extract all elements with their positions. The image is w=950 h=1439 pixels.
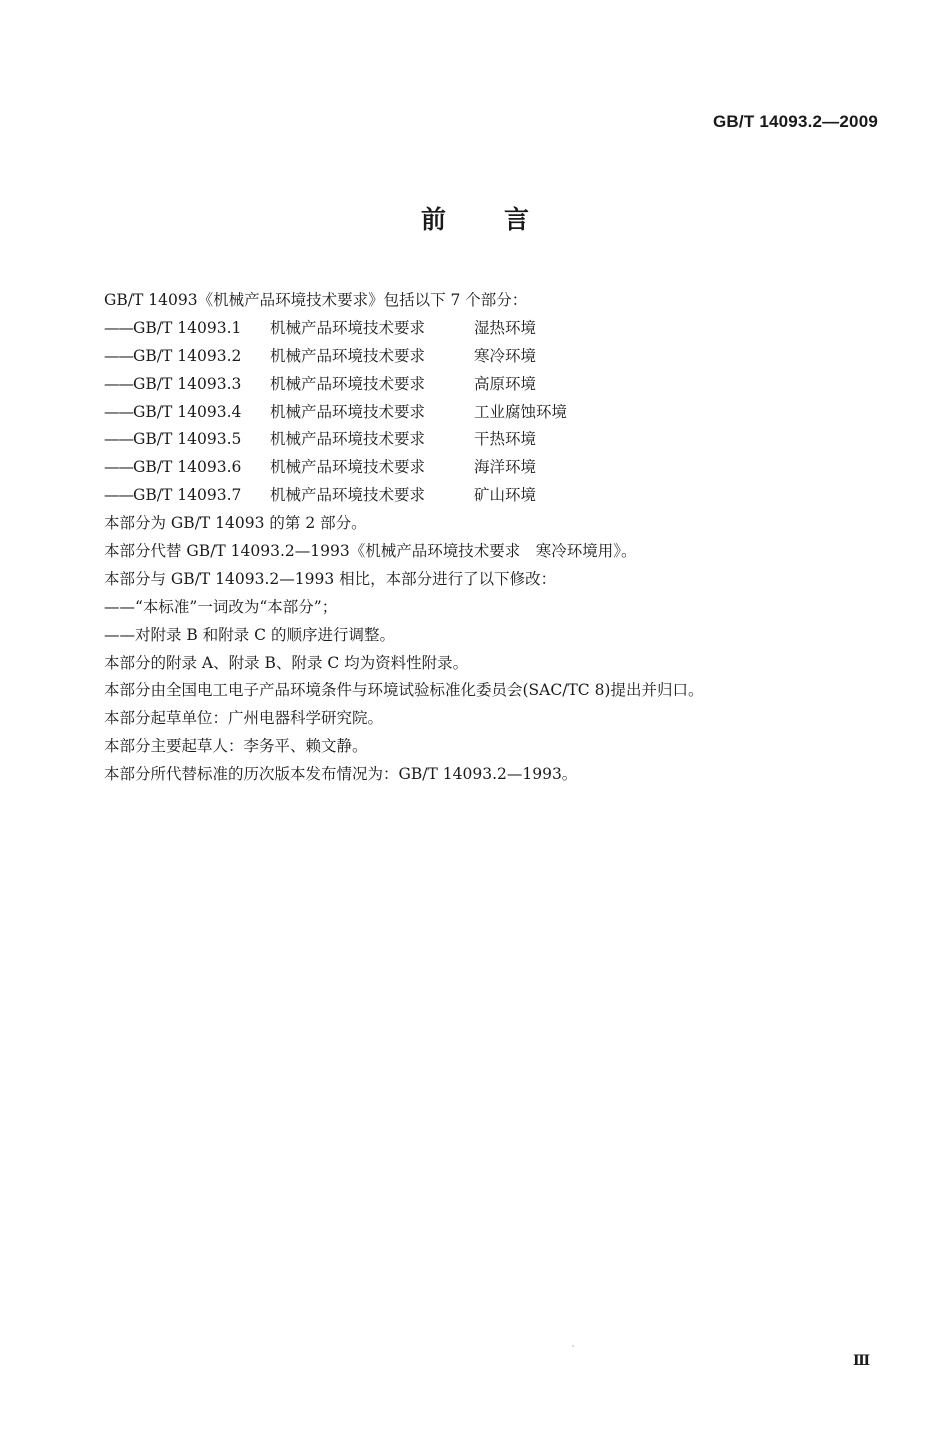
page-title [0, 200, 950, 236]
history-paragraph: 本部分所代替标准的历次版本发布情况为：GB/T 14093.2—1993。 [104, 765, 578, 784]
standard-code-header: GB/T 14093.2—2009 [713, 112, 878, 131]
part-title: 机械产品环境技术要求 [270, 346, 426, 365]
intro-paragraph: GB/T 14093《机械产品环境技术要求》包括以下 7 个部分： [104, 291, 528, 309]
foreword-body [104, 287, 884, 789]
part-title: 机械产品环境技术要求 [270, 374, 426, 393]
list-dash: —— [104, 430, 133, 449]
part-code: GB/T 14093.5 [133, 430, 242, 449]
list-dash: —— [104, 346, 133, 365]
drafting-unit-paragraph: 本部分起草单位：广州电器科学研究院。 [104, 709, 384, 728]
scan-speck [572, 1345, 574, 1347]
part-list-item [104, 426, 884, 454]
replacement-paragraph: 本部分代替 GB/T 14093.2—1993《机械产品环境技术要求 寒冷环境用》。 [104, 542, 637, 561]
part-title: 机械产品环境技术要求 [270, 318, 426, 337]
annex-paragraph: 本部分的附录 A、附录 B、附录 C 均为资料性附录。 [104, 653, 469, 672]
list-dash: —— [104, 318, 133, 337]
changes-intro-paragraph: 本部分与 GB/T 14093.2—1993 相比，本部分进行了以下修改： [104, 569, 557, 588]
list-dash: —— [104, 374, 133, 393]
part-title: 机械产品环境技术要求 [270, 458, 426, 477]
change-item-1: ——“本标准”一词改为“本部分”； [104, 597, 338, 616]
part-list-item [104, 399, 884, 427]
part-environment: 工业腐蚀环境 [474, 402, 568, 421]
part-code: GB/T 14093.1 [133, 318, 242, 337]
part-code: GB/T 14093.4 [133, 402, 242, 421]
part-code: GB/T 14093.3 [133, 374, 242, 393]
list-dash: —— [104, 486, 133, 505]
part-list-item [104, 343, 884, 371]
part-environment: 湿热环境 [474, 318, 537, 337]
part-number-paragraph: 本部分为 GB/T 14093 的第 2 部分。 [104, 514, 367, 533]
part-environment: 干热环境 [474, 430, 537, 449]
part-environment: 寒冷环境 [474, 346, 537, 365]
part-code: GB/T 14093.6 [133, 458, 242, 477]
part-title: 机械产品环境技术要求 [270, 402, 426, 421]
page-number: Ⅲ [852, 1353, 870, 1369]
part-list-item [104, 482, 884, 510]
proposer-paragraph: 本部分由全国电工电子产品环境条件与环境试验标准化委员会(SAC/TC 8)提出并归口。 [104, 681, 704, 700]
part-title: 机械产品环境技术要求 [270, 486, 426, 505]
list-dash: —— [104, 402, 133, 421]
part-environment: 矿山环境 [474, 486, 537, 505]
part-code: GB/T 14093.7 [133, 486, 242, 505]
part-list-item [104, 371, 884, 399]
part-environment: 海洋环境 [474, 458, 537, 477]
part-list-item [104, 454, 884, 482]
list-dash: —— [104, 458, 133, 477]
change-item-2: ——对附录 B 和附录 C 的顺序进行调整。 [104, 625, 395, 644]
part-code: GB/T 14093.2 [133, 346, 242, 365]
drafters-paragraph: 本部分主要起草人：李务平、赖文静。 [104, 737, 368, 756]
part-environment: 高原环境 [474, 374, 537, 393]
part-title: 机械产品环境技术要求 [270, 430, 426, 449]
title-char-2: 言 [504, 205, 530, 234]
title-char-1: 前 [420, 205, 446, 234]
part-list-item [104, 315, 884, 343]
